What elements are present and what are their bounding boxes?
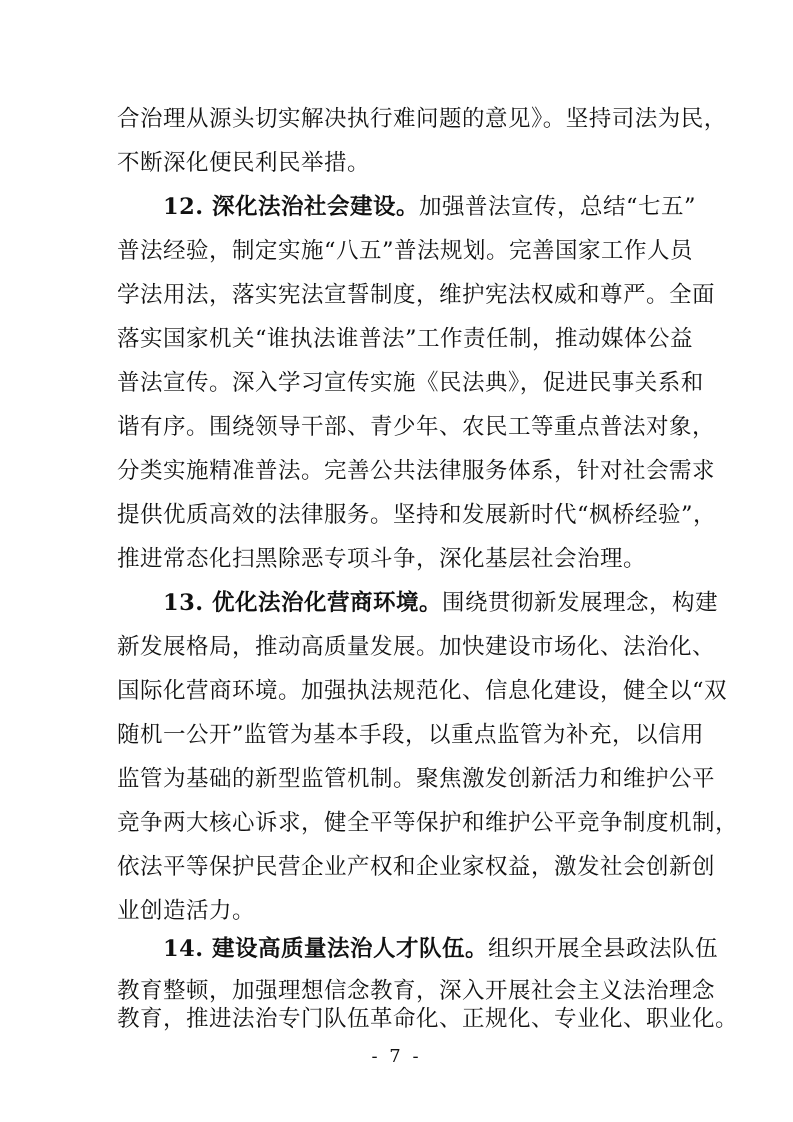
text-line: 教育，推进法治专门队伍革命化、正规化、专业化、职业化。 <box>117 1006 739 1032</box>
section-14-line <box>163 933 718 965</box>
text-line: 竞争两大核心诉求，健全平等保护和维护公平竞争制度机制， <box>117 810 739 836</box>
text-line: 谐有序。围绕领导干部、青少年、农民工等重点普法对象， <box>117 414 716 440</box>
text-line: 依法平等保护民营企业产权和企业家权益，激发社会创新创 <box>117 854 716 880</box>
section-12-line <box>163 191 696 223</box>
text-line: 落实国家机关“谁执法谁普法”工作责任制，推动媒体公益 <box>117 326 694 352</box>
section-text: 加强普法宣传，总结“七五” <box>418 194 696 220</box>
text-line: 普法经验，制定实施“八五”普法规划。完善国家工作人员 <box>117 238 694 264</box>
page-number: - 7 - <box>371 1046 422 1067</box>
section-heading: 13. 优化法治化营商环境。 <box>163 590 442 616</box>
text-line: 教育整顿，加强理想信念教育，深入开展社会主义法治理念 <box>117 978 716 1004</box>
text-line: 国际化营商环境。加强执法规范化、信息化建设，健全以“双 <box>117 678 728 704</box>
text-line: 提供优质高效的法律服务。坚持和发展新时代“枫桥经验”， <box>117 502 717 528</box>
section-text: 组织开展全县政法队伍 <box>487 936 718 962</box>
text-line: 学法用法，落实宪法宣誓制度，维护宪法权威和尊严。全面 <box>117 282 716 308</box>
text-line: 普法宣传。深入学习宣传实施《民法典》，促进民事关系和 <box>117 370 704 396</box>
text-line: 监管为基础的新型监管机制。聚焦激发创新活力和维护公平 <box>117 766 716 792</box>
text-line: 新发展格局，推动高质量发展。加快建设市场化、法治化、 <box>117 634 716 660</box>
section-13-line <box>163 587 718 619</box>
text-line: 随机一公开”监管为基本手段，以重点监管为补充，以信用 <box>117 722 705 748</box>
text-line: 业创造活力。 <box>117 898 256 924</box>
text-line: 不断深化便民利民举措。 <box>117 150 371 176</box>
section-text: 围绕贯彻新发展理念，构建 <box>441 590 718 616</box>
section-heading: 12. 深化法治社会建设。 <box>163 194 419 220</box>
section-heading: 14. 建设高质量法治人才队伍。 <box>163 936 488 962</box>
text-line: 合治理从源头切实解决执行难问题的意见》。坚持司法为民， <box>117 106 727 132</box>
text-line: 推进常态化扫黑除恶专项斗争，深化基层社会治理。 <box>117 546 647 572</box>
text-line: 分类实施精准普法。完善公共法律服务体系，针对社会需求 <box>117 458 716 484</box>
